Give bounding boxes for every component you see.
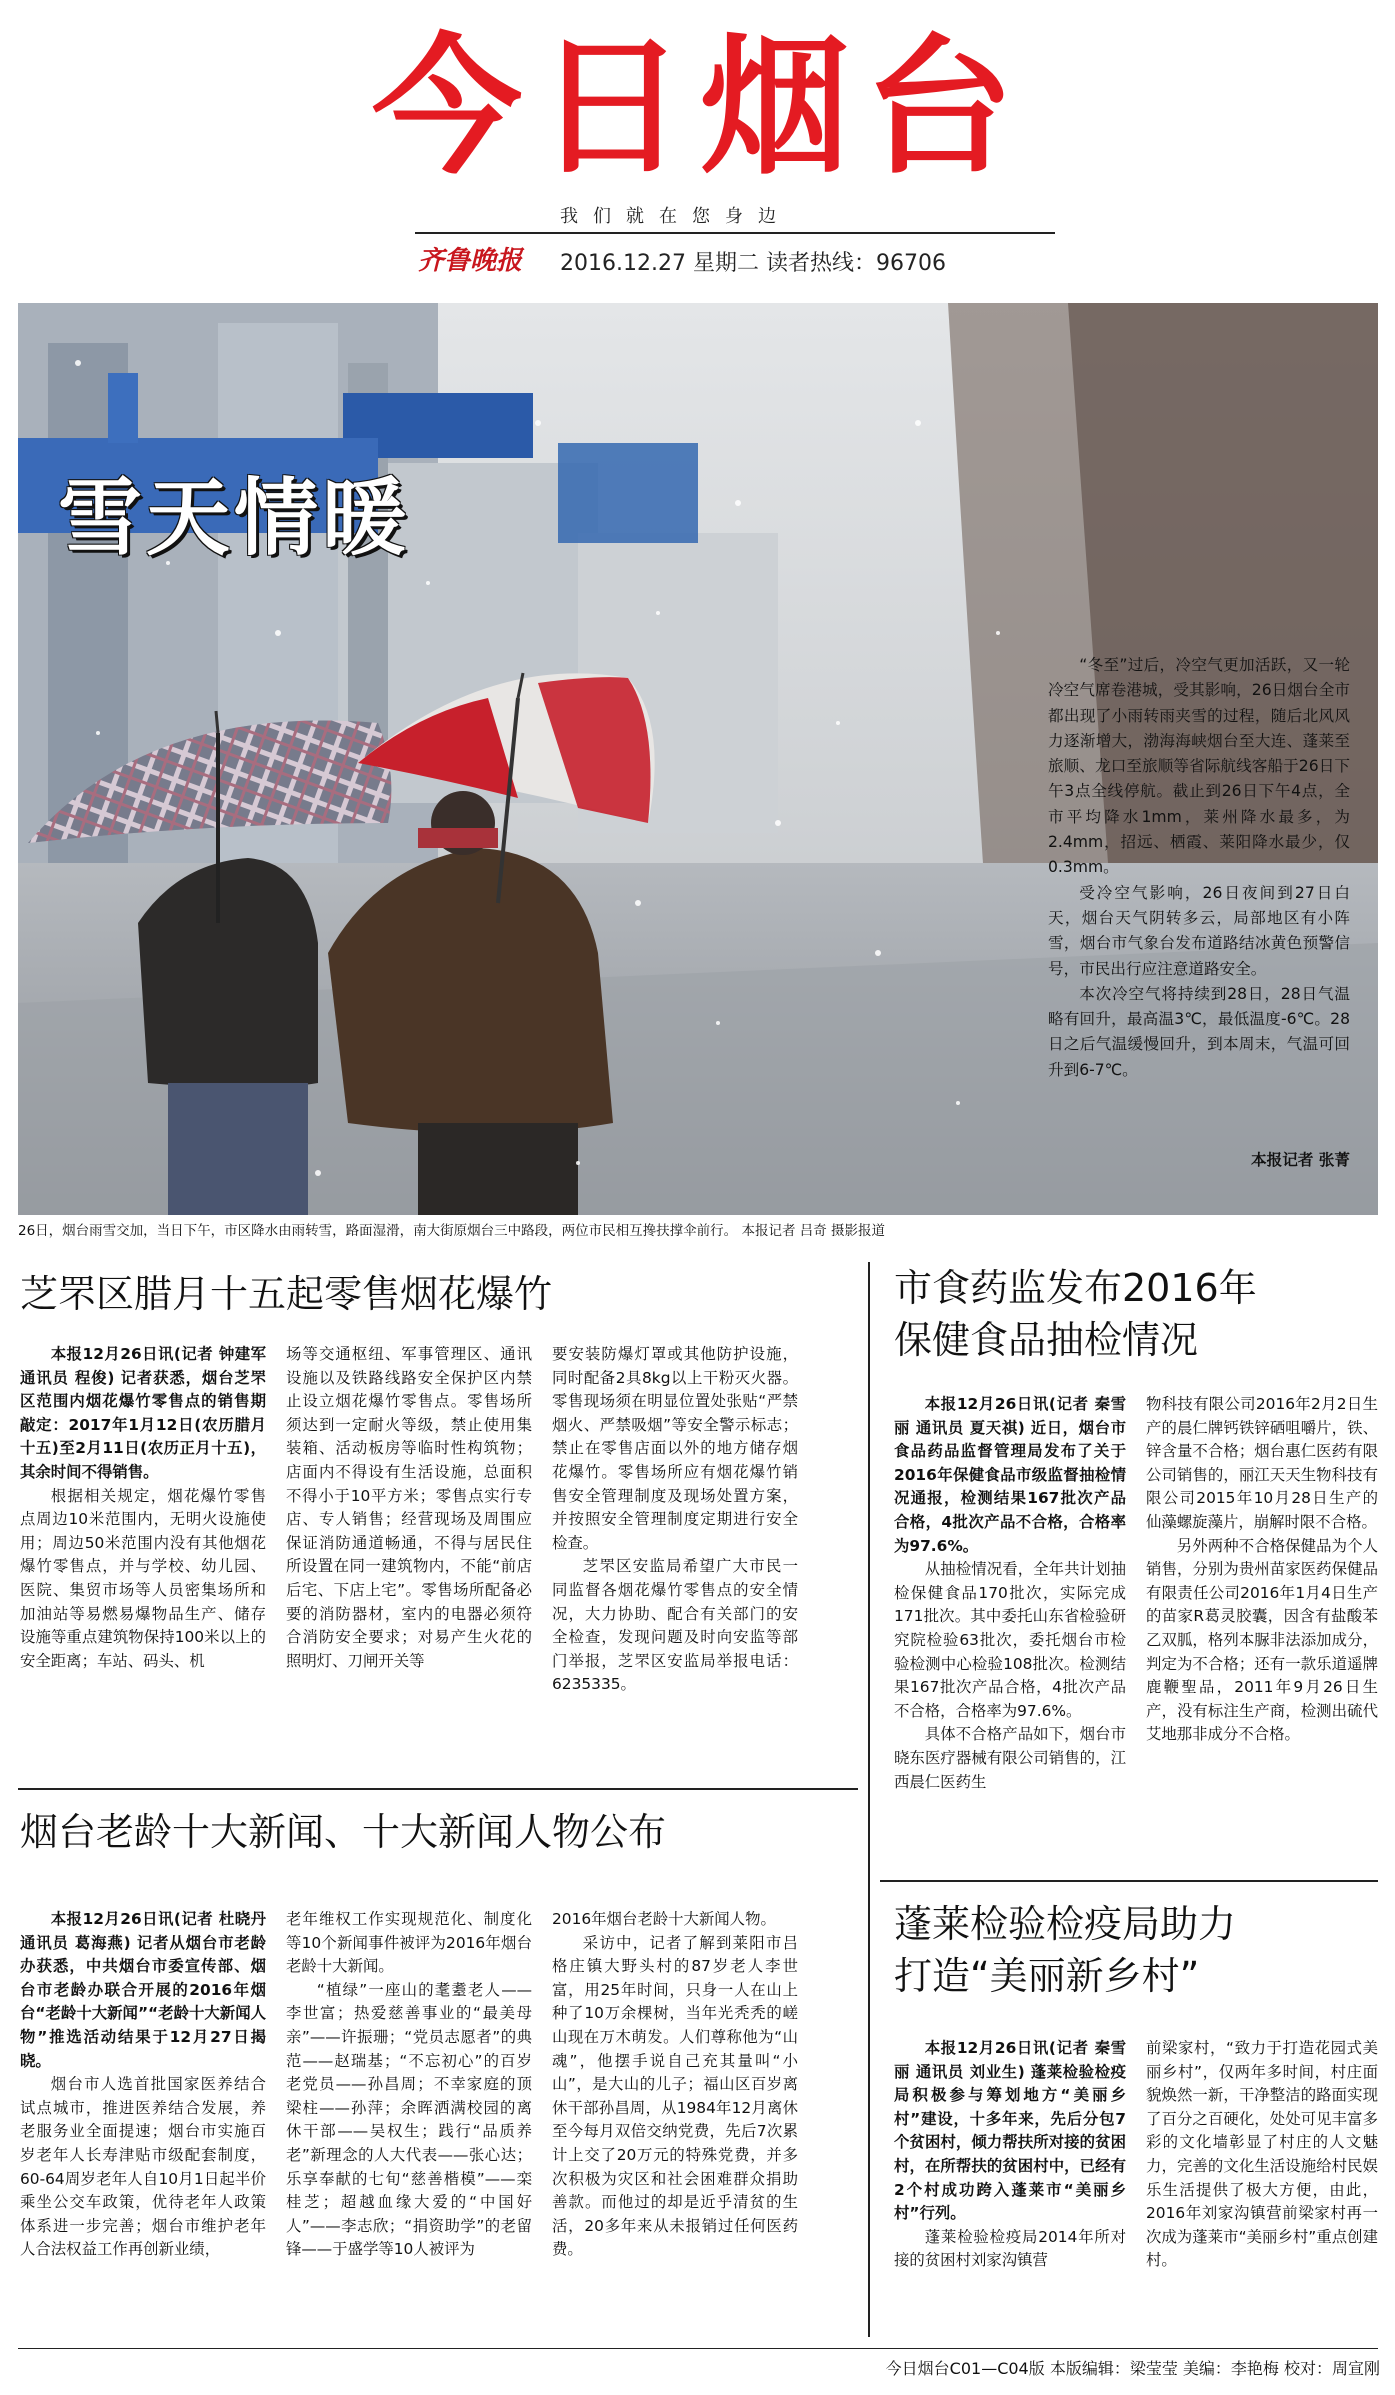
article-paragraph: 另外两种不合格保健品为个人销售，分别为贵州苗家医药保健品有限责任公司2016年1月4日生产的苗家R葛灵胶囊，因含有盐酸苯乙双胍，格列本脲非法添加成分，判定为不合格；还有一款乐道遥牌鹿鞭聖品，2011年9月26日生产，没有标注生产商，检测出硫代艾地那非成分不合格。 <box>1146 1536 1378 1744</box>
column-divider <box>868 1262 870 2337</box>
article-paragraph: 本报12月26日讯(记者 秦雪丽 通讯员 刘业生) 蓬莱检验检疫局积极参与筹划地方“美丽乡村”建设，十多年来，先后分包7个贫困村，倾力帮扶所对接的贫困村，在所帮扶的贫困村中，已经有2个村成功跨入蓬莱市“美丽乡村”行列。 <box>894 2039 1126 2223</box>
article-paragraph: “植绿”一座山的耄耋老人——李世富；热爱慈善事业的“最美母亲”——许振珊；“党员志愿者”的典范——赵瑞基；“不忘初心”的百岁老党员——孙昌周；不幸家庭的顶梁柱——孙萍；余晖洒满校园的离休干部——吴权生；践行“品质养老”新理念的人大代表——张心达；乐享奉献的七旬“慈善楷模”——栾桂芝；超越血缘大爱的“中国好人”——李志欣；“捐资助学”的老留锋——于盛学等10人被评为 <box>286 1980 532 2259</box>
photo-story-paragraph: “冬至”过后，冷空气更加活跃，又一轮冷空气席卷港城，受其影响，26日烟台全市都出现了小雨转雨夹雪的过程，随后北风风力逐渐增大，渤海海峡烟台至大连、蓬莱至旅顺、龙口至旅顺等省际航线客船于26日下午3点全线停航。截止到26日下午4点，全市平均降水1mm，莱州降水最多，为2.4mm，招远、栖霞、莱阳降水最少，仅0.3mm。 <box>1048 656 1350 877</box>
section-divider <box>18 1788 858 1790</box>
article-column <box>286 1343 532 1673</box>
article-paragraph: 老年维权工作实现规范化、制度化等10个新闻事件被评为2016年烟台老龄十大新闻。 <box>286 1910 532 1976</box>
newspaper-title: 今日烟台 <box>371 21 1028 195</box>
photo-story <box>1048 653 1350 1083</box>
masthead <box>0 0 1395 300</box>
article-paragraph: 要安装防爆灯罩或其他防护设施，同时配备2具8kg以上干粉灭火器。零售现场须在明显位置处张贴“严禁烟火、严禁吸烟”等安全警示标志；禁止在零售店面以外的地方储存烟花爆竹。零售场所应有烟花爆竹销售安全管理制度及现场处置方案，并按照安全管理制度定期进行安全检查。 <box>552 1345 798 1552</box>
article-column <box>1146 2037 1378 2273</box>
article-paragraph: 根据相关规定，烟花爆竹零售点周边10米范围内，无明火设施使用；周边50米范围内没有其他烟花爆竹零售点，并与学校、幼儿园、医院、集贸市场等人员密集场所和加油站等易燃易爆物品生产、储存设施等重点建筑物保持100米以上的安全距离；车站、码头、机 <box>20 1486 266 1670</box>
article-paragraph: 从抽检情况看，全年共计划抽检保健食品170批次，实际完成171批次。其中委托山东省检验研究院检验63批次，委托烟台市检验检测中心检验108批次。检测结果167批次产品合格，4批次产品不合格，合格率为97.6%。 <box>894 1560 1126 1720</box>
article-paragraph: 物科技有限公司2016年2月2日生产的晨仁牌钙铁锌硒咀嚼片，铁、锌含量不合格；烟台惠仁医药有限公司销售的，丽江天天生物科技有限公司2015年10月28日生产的仙藻螺旋藻片，崩解时限不合格。 <box>1146 1395 1378 1531</box>
page-footer: 今日烟台C01—C04版 本版编辑：梁莹莹 美编：李艳梅 校对：周宣刚 <box>885 2359 1380 2378</box>
article-headline: 烟台老龄十大新闻、十大新闻人物公布 <box>20 1810 667 1854</box>
photo-byline: 本报记者 张菁 <box>1251 1151 1350 1169</box>
photo-caption: 26日，烟台雨雪交加，当日下午，市区降水由雨转雪，路面湿滑，南大街原烟台三中路段，两位市民相互搀扶撑伞前行。 本报记者 吕奇 摄影报道 <box>18 1223 886 1239</box>
footer-divider <box>18 2348 1378 2349</box>
article-headline: 芝罘区腊月十五起零售烟花爆竹 <box>20 1272 553 1316</box>
article-paragraph: 蓬莱检验检疫局2014年所对接的贫困村刘家沟镇营 <box>894 2227 1126 2270</box>
article-paragraph: 前梁家村，“致力于打造花园式美丽乡村”，仅两年多时间，村庄面貌焕然一新，干净整洁的路面实现了百分之百硬化，处处可见丰富多彩的文化墙彰显了村庄的人文魅力，完善的文化生活设施给村民娱乐生活提供了极大方便，由此，2016年刘家沟镇营前梁家村再一次成为蓬莱市“美丽乡村”重点创建村。 <box>1146 2039 1378 2270</box>
article-paragraph: 本报12月26日讯(记者 秦雪丽 通讯员 夏天祺) 近日，烟台市食品药品监督管理局发布了关于2016年保健食品市级监督抽检情况通报，检测结果167批次产品合格，4批次产品不合格，合格率为97.6%。 <box>894 1395 1126 1555</box>
photo-story-paragraph: 受冷空气影响，26日夜间到27日白天，烟台天气阴转多云，局部地区有小阵雪，烟台市气象台发布道路结冰黄色预警信号，市民出行应注意道路安全。 <box>1048 883 1350 978</box>
article-column <box>552 1343 798 1697</box>
article-paragraph: 芝罘区安监局希望广大市民一同监督各烟花爆竹零售点的安全情况，大力协助、配合有关部门的安全检查，发现问题及时向安监等部门举报，芝罘区安监局举报电话：6235335。 <box>552 1557 798 1694</box>
photo-headline: 雪天情暖 <box>58 469 411 567</box>
article-headline: 打造“美丽新乡村” <box>894 1954 1200 1998</box>
article-column <box>20 1908 266 2262</box>
article-paragraph: 具体不合格产品如下，烟台市晓东医疗器械有限公司销售的，江西晨仁医药生 <box>894 1725 1126 1791</box>
article-column <box>894 1393 1126 1794</box>
photo-story-paragraph: 本次冷空气将持续到28日，28日气温略有回升，最高温3℃，最低温度-6℃。28日之后气温缓慢回升，到本周末，气温可回升到6-7℃。 <box>1048 984 1350 1079</box>
article-paragraph: 2016年烟台老龄十大新闻人物。 <box>552 1910 776 1928</box>
article-headline: 市食药监发布2016年 <box>894 1266 1257 1310</box>
sub-logo: 齐鲁晚报 <box>418 246 523 276</box>
section-divider <box>880 1880 1378 1882</box>
masthead-divider <box>415 232 1055 234</box>
article-paragraph: 场等交通枢纽、军事管理区、通讯设施以及铁路线路安全保护区内禁止设立烟花爆竹零售点。零售场所须达到一定耐火等级，禁止使用集装箱、活动板房等临时性构筑物；店面内不得设有生活设施，总面积不得小于10平方米；零售点实行专店、专人销售；经营现场及周围应保证消防通道畅通，不得与居民住所设置在同一建筑物内，不能“前店后宅、下店上宅”。零售场所配备必要的消防器材，室内的电器必须符合消防安全要求；对易产生火花的照明灯、刀闸开关等 <box>286 1345 532 1670</box>
article-paragraph: 本报12月26日讯(记者 钟建军 通讯员 程俊) 记者获悉，烟台芝罘区范围内烟花爆竹零售点的销售期敲定：2017年1月12日(农历腊月十五)至2月11日(农历正月十五)，其余时间不得销售。 <box>20 1345 266 1481</box>
article-paragraph: 本报12月26日讯(记者 杜晓丹 通讯员 葛海燕) 记者从烟台市老龄办获悉，中共烟台市委宣传部、烟台市老龄办联合开展的2016年烟台“老龄十大新闻”“老龄十大新闻人物”推选活动结果于12月27日揭晓。 <box>20 1910 266 2070</box>
article-column <box>894 2037 1126 2273</box>
article-column <box>20 1343 266 1673</box>
edition-line: 2016.12.27 星期二 读者热线：96706 <box>560 251 946 276</box>
article-column <box>286 1908 532 2262</box>
article-column <box>552 1908 798 2262</box>
masthead-slogan: 我们就在您身边 <box>560 206 791 227</box>
front-photo <box>18 303 1378 1215</box>
article-paragraph: 烟台市人选首批国家医养结合试点城市，推进医养结合发展，养老服务业全面提速；烟台市实施百岁老年人长寿津贴市级配套制度，60-64周岁老年人自10月1日起半价乘坐公交车政策，优待老年人政策体系进一步完善；烟台市维护老年人合法权益工作再创新业绩， <box>20 2075 266 2259</box>
article-column <box>1146 1393 1378 1747</box>
article-headline: 蓬莱检验检疫局助力 <box>894 1902 1237 1946</box>
article-paragraph: 采访中，记者了解到莱阳市吕格庄镇大野头村的87岁老人李世富，用25年时间，只身一人在山上种了10万余棵树，当年光秃秃的嵯山现在万木萌发。人们尊称他为“山魂”，他摆手说自己充其量叫“小山”，是大山的儿子；福山区百岁离休干部孙昌周，从1984年12月离休至今每月双倍交纳党费，先后7次累计上交了20万元的特殊党费，并多次积极为灾区和社会困难群众捐助善款。而他过的却是近乎清贫的生活，20多年来从未报销过任何医药费。 <box>552 1933 798 2259</box>
article-headline: 保健食品抽检情况 <box>894 1318 1199 1362</box>
